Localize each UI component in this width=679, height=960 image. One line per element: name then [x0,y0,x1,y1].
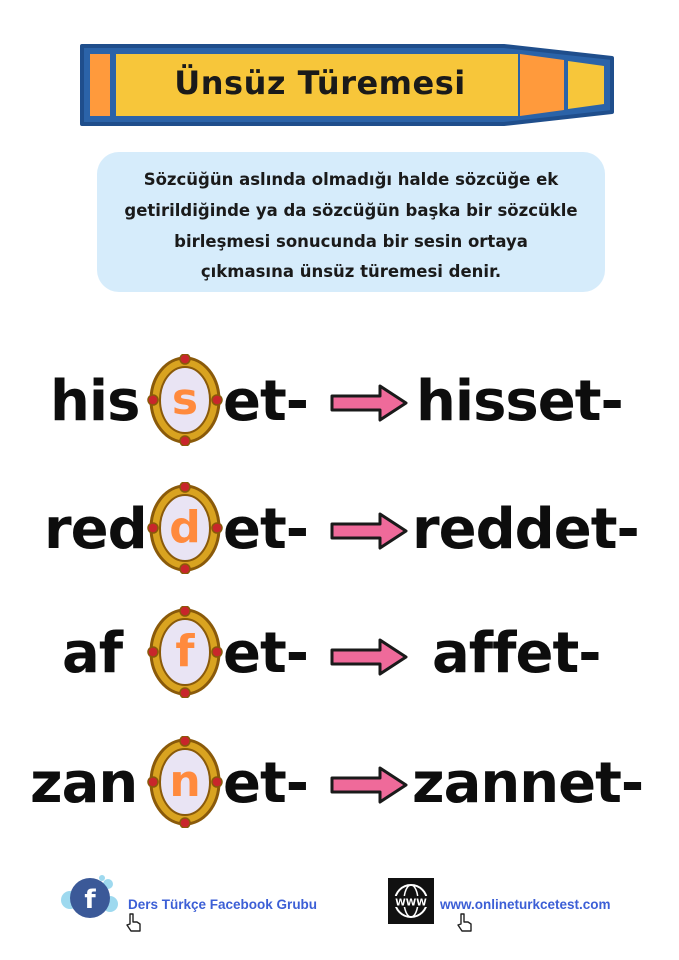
example-suffix: et- [223,621,308,686]
definition-line: birleşmesi sonucunda bir sesin ortaya [174,232,528,251]
pointer-hand-icon [455,912,475,934]
example-result: hisset- [416,369,623,434]
facebook-group-link[interactable]: Ders Türkçe Facebook Grubu [128,897,318,912]
www-label: WWW [395,897,427,909]
example-result: zannet- [412,751,644,816]
inserted-letter: n [169,756,201,807]
svg-text:f: f [84,885,96,915]
example-prefix: red [44,497,147,562]
inserted-letter: f [175,626,195,677]
example-prefix: his [50,369,140,434]
example-suffix: et- [223,751,308,816]
arrow-right-icon [328,382,410,422]
definition-line: getirildiğinde ya da sözcüğün başka bir sözcükle [124,201,578,220]
facebook-icon[interactable] [58,872,122,924]
example-result: reddet- [412,497,639,562]
definition-line: Sözcüğün aslında olmadığı halde sözcüğe ek [143,170,559,189]
example-suffix: et- [223,369,308,434]
inserted-letter: d [169,502,201,553]
arrow-right-icon [328,636,410,676]
arrow-right-icon [328,510,410,550]
example-suffix: et- [223,497,308,562]
page-title: Ünsüz Türemesi [174,64,466,102]
arrow-right-icon [328,764,410,804]
example-prefix: zan [30,751,138,816]
website-link[interactable]: www.onlineturkcetest.com [440,897,611,912]
inserted-letter: s [171,374,199,425]
globe-www-icon[interactable] [388,878,434,924]
example-prefix: af [62,621,123,686]
definition-line: çıkmasına ünsüz türemesi denir. [200,262,502,281]
pointer-hand-icon [124,912,144,934]
example-result: affet- [432,621,601,686]
